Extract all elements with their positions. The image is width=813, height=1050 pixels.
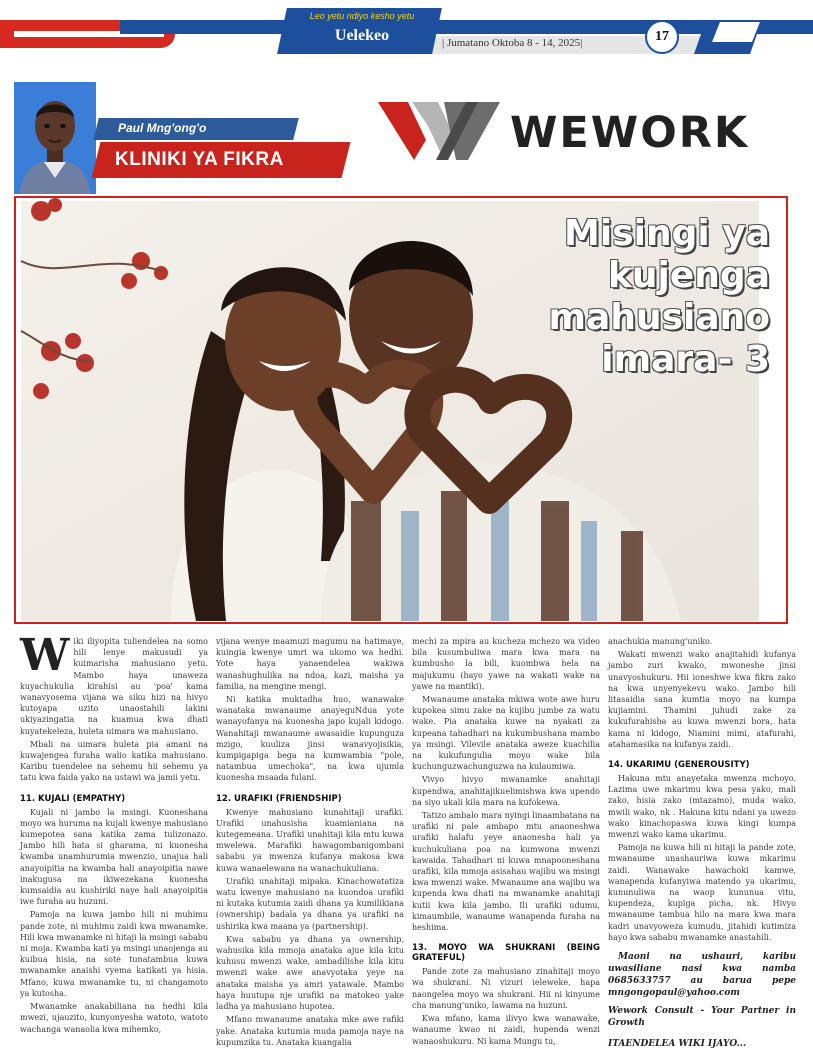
section-heading: 12. URAFIKI (FRIENDSHIP) [216, 793, 342, 804]
wework-logo-icon [378, 102, 500, 160]
column-title: KLINIKI YA FIKRA [115, 149, 284, 170]
sponsor-name: WEWORK [510, 108, 750, 158]
masthead-tagline: Leo yetu ndiyo kesho yetu [309, 11, 415, 21]
paragraph: Kwenye mahusiano kunahitaji urafiki. Urafiki unahusisha kuamianiana na kutegemeana. Urafiki unahitaji kila mtu kuwa mwelewa. Marafiki hawagombanigombani sababu ya mwenza kufanya makosa kwa kuwa wanaelewana na wanachukuliana. [216, 807, 404, 873]
paragraph: Tatizo ambalo mara nyingi linaambatana na urafiki ni pale ambapo mtu anaoneshwa urafiki halafu yeye anaonesha hali ya kuchukuliana poa na kumwona mwenzi kawaida. Tahadhari ni kuwa mnapooneshana urafiki, kila mmoja asisahau wajibu wa msingi kwa mwenzi wake. Mwanaume ana wajibu wa kupenda kwa dhati na mwanamke anahitaji kutii kwa kila jambo. Ili urafiki udumu, kimaumbile, wanaume wanapenda furaha na heshima. [412, 811, 600, 933]
paragraph: vijana wenye maamuzi magumu na hatimaye, kuingia kwenye umri wa ukomo wa hedhi. Yote haya yanaendelea wakiwa wanashughulika na ndoa, kazi, maisha ya familia, na mengine mengi. [216, 637, 404, 691]
paragraph: Mwanaume anataka mkiwa wote awe huru kupokea simu zake na kujibu jumbe za watu wake. Pia anataka kuwe na nyakati za kupeana tahadhari na kukumbushana mambo ya msingi. Vilevile anataka aweze kuachilia na kukufungulia moyo wake bila kuchunguzwachunguzwa na kulaumiwa. [412, 695, 600, 772]
continued-note: ITAENDELEA WIKI IJAYO... [608, 1039, 747, 1050]
article-column-4 [608, 636, 796, 1049]
section-heading: 11. KUJALI (EMPATHY) [20, 793, 126, 804]
drop-cap: W [20, 630, 70, 681]
paragraph: Kwa mfano, kama ilivyo kwa wanawake, wanaume kwao ni zaidi, hupenda wenzi wanaoshukuru. Ni kama Mungu tu, [412, 1014, 600, 1046]
paragraph: Mfano mwanaume anataka mke awe rafiki yake. Anataka kutumia muda pamoja naye na kupumzika tu. Anataka kuangalia [216, 1015, 404, 1047]
company-signoff: Wework Consult - Your Partner in Growth [608, 1006, 796, 1029]
author-name: Paul Mng'ong'o [118, 121, 207, 135]
paragraph: Mwanamke anakabiliana na hedhi kila mwezi, ujauzito, kunyonyesha watoto, watoto wachanga wanaolia kwa mihemko, [20, 1002, 208, 1034]
headline-line-1: Misingi ya [564, 213, 770, 254]
author-portrait-icon [14, 82, 96, 194]
paragraph: Pamoja na kuwa jambo hili ni muhimu pande zote, ni muhimu zaidi kwa mwanamke. Hili kwa mwanamke ni hitaji la msingi sababu ni moja. Kwamba kati ya msingi unaojenga au kuibua hisia, na sote tunatambua kuwa mwanamke anaishi vyema katikati ya hisia. Mfano, kuwa mwanamke tu, ni changamoto ya kutosha. [20, 910, 208, 998]
section-heading: 14. UKARIMU (GENEROUSITY) [608, 760, 750, 771]
paragraph: Ni katika muktadha huo, wanawake wanataka mwanaume anayeguNdua yote wanayofanya na kuonesha japo kujali kidogo. Wanahitaji mwanaume awasaidie kupunguza mzigo, kuuliza jinsi wanavyojisikia, kumpigapiga bega na kumwambia "pole, natambua umechoka", na kwa ujumla kuonesha msaada fulani. [216, 695, 404, 783]
paragraph: Hakuna mtu anayetaka mwenza mchoyo. Lazima uwe mkarimu kwa pesa yako, mali zako, hisia zako (mtazamo), muda wako, mwili wako, nk . Hakuna kitu ndani ya uwezo wako kinachopaswa kuwa kingi kumpa mwenzi wako kama ukarimu. [608, 774, 796, 840]
article-column-2 [216, 636, 404, 1050]
article-column-3 [412, 636, 600, 1049]
paragraph: Wakati mwenzi wako anajitahidi kufanya jambo zuri kwako, mwoneshe jinsi unavyoshukuru. Hii ioneshwe kwa fikra zako na kwa unyenyekevu wako. Jambo hili litasaidia sana kumtia moyo na kumpa kujiamini. Thamini juhudi zake za kukufurahisha au kuwa mwenzi bora, hata kama ni kidogo, Niamini mimi, atafurahi, atahamasika na kufanya zaidi. [608, 650, 796, 749]
masthead-title: Uelekeo [334, 27, 390, 44]
paragraph: mechi za mpira au kucheza mchezo wa video bila kusumbuliwa mara kwa mara na kumbusho la bili, kuombwa hela na majukumu (hayo yawe na wakati wake na yawe na mantiki). [412, 637, 600, 691]
headline-line-4: imara- 3 [601, 339, 770, 380]
article-headline [470, 213, 770, 381]
headline-line-3: mahusiano [548, 297, 770, 338]
paragraph: Urafiki unahitaji mipaka. Kinachowatatiza watu kwenye mahusiano na kuondoa urafiki ni kutaka kutumia zaidi dhana ya kumilikiana (ownership) badala ya dhana ya urafiki na ushirika kwa maana ya (partnership). [216, 876, 404, 931]
paragraph: Mbali na uimara huleta pia amani na kuwajengea furaha walio katika mahusiano. Karibu tuendelee na sehemu hii sehemu ya tatu kwa faida yako na ustawi wa jamii yetu. [20, 739, 208, 783]
author-photo [14, 82, 96, 194]
section-heading: 13. MOYO WA SHUKRANI (BEING GRATEFUL) [412, 943, 600, 964]
intro-paragraph [20, 630, 208, 737]
paragraph: Pande zote za mahusiano zinahitaji moyo wa shukrani. Ni vizuri ieleweke, hapa naongelea moyo wa shukrani. Hii ni kinyume cha manung'uniko, lawama na huzuni. [412, 967, 600, 1010]
article-column-1 [20, 630, 208, 1037]
issue-dateline: | Jumatano Oktoba 8 - 14, 2025| [442, 37, 583, 49]
intro-text: iki iliyopita tuliendelea na somo hili lenye makusudi ya kuimarisha mahusiano yetu. Mambo haya unaweza kuyachukulia kirahisi au 'poa' kama wanavyosema vijana wa siku hizi na hivyo kutoyapa uzito unaostahili lakini ukiyazingatia na kuamua kwa dhati kuyatekeleza, huleta uimara wa mahusiano. [20, 637, 208, 736]
headline-line-2: kujenga [607, 255, 770, 296]
paragraph: Pamoja na kuwa hili ni hitaji la pande zote, mwanaume unashauriwa kuwa mkarimu zaidi. Wanawake hawachoki kamwe, wanapenda kufanyiwa matendo ya ukarimu, kununuliwa na waop kununua vitu, kupendeza, kupiga picha, nk. Hivyo mwanaume tambua hilo na mara kwa mara kadri unavyoweza kumudu, jitahidi kutimiza hayo kwa sababu mwanamke anastahili. [608, 843, 796, 942]
contact-note: Maoni na ushauri, karibu uwasiliane nasi kwa namba 0685633757 au barua pepe mngongopaul@yahoo.com [608, 952, 796, 999]
paragraph: Kujali ni jambo la msingi. Kuoneshana moyo wa huruma na kujali kwenye mahusiano kumepotea sana katika zama tulizonazo. Jambo hili hata si gharama, ni kuonesha kwamba unamhurumia mwenzio, unajua hali anayoipitia na kwamba hali anayoipitia nawe inakugusa na ikiwezekana kuonesha kumsaidia au kushiriki naye hali anayoipitia iwe furaha au huzuni. [20, 807, 208, 907]
paragraph: Kwa sababu ya dhana ya ownership, wahusika kila mmoja anataka ajue kila kitu kuhusu mwenzi wake, ambadilishe kila kitu mwenzi wake awe anavyotaka yeye na anataka maisha ya amri yatawale. Mambo haya huutupa nje urafiki na matokeo yake ladha ya mahusiano hupotea. [216, 934, 404, 1012]
page-number: 17 [645, 20, 679, 54]
paragraph: Vivyo hivyo mwanamke anahitaji kupendwa, anahitajikuelimishwa kwa upendo na siyo ukali kila mara na kufokewa. [412, 775, 600, 807]
paragraph: anachukia manung'uniko. [608, 637, 713, 646]
